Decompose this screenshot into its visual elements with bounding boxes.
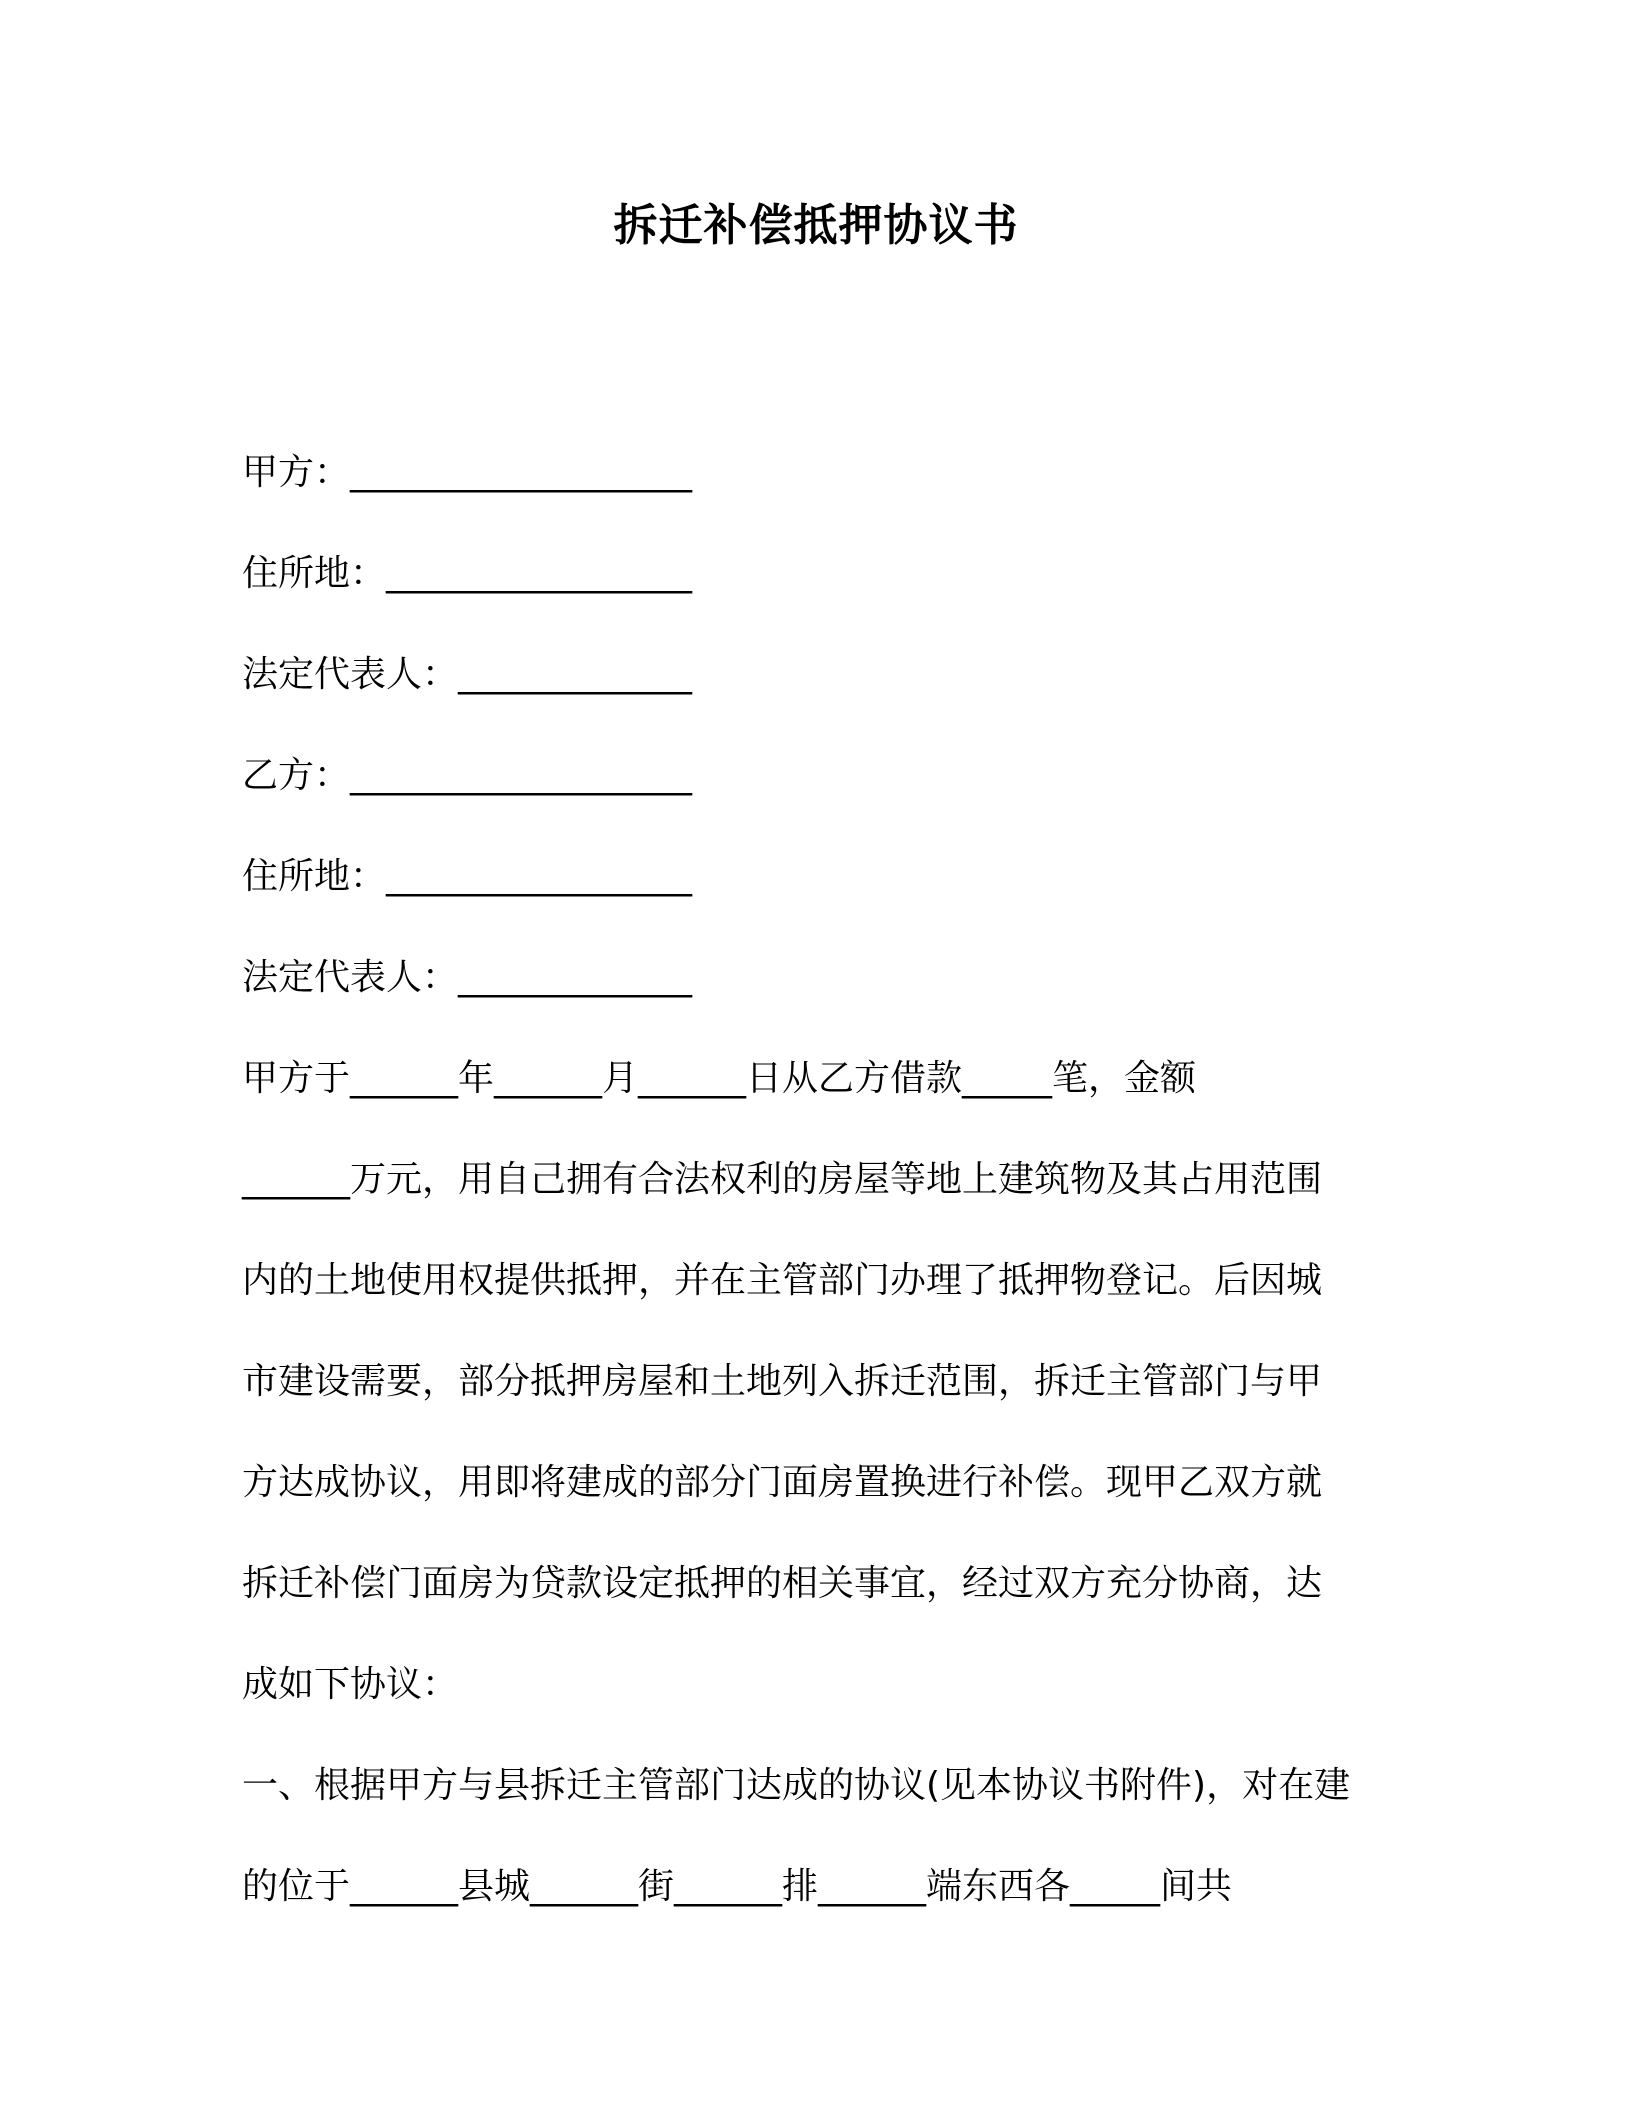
clause-one-line: 一、根据甲方与县拆迁主管部门达成的协议(见本协议书附件)，对在建: [242, 1765, 1351, 1806]
party-b-address-line: 住所地：_________________: [242, 856, 693, 897]
body-line: 内的土地使用权提供抵押，并在主管部门办理了抵押物登记。后因城: [242, 1260, 1323, 1301]
body-line: 甲方于______年______月______日从乙方借款_____笔，金额: [242, 1058, 1197, 1099]
body-line: 方达成协议，用即将建成的部分门面房置换进行补偿。现甲乙双方就: [242, 1462, 1323, 1503]
body-line: 成如下协议：: [242, 1664, 459, 1705]
body-line: 市建设需要，部分抵押房屋和土地列入拆迁范围，拆迁主管部门与甲: [242, 1361, 1323, 1402]
party-a-line: 甲方：___________________: [242, 452, 693, 493]
document-body: [242, 422, 1392, 1937]
party-b-representative-line: 法定代表人：_____________: [242, 957, 693, 998]
party-b-line: 乙方：___________________: [242, 755, 693, 796]
clause-one-line: 的位于______县城______街______排______端东西各_____间共: [242, 1866, 1233, 1907]
party-a-address-line: 住所地：_________________: [242, 553, 693, 594]
body-line: 拆迁补偿门面房为贷款设定抵押的相关事宜，经过双方充分协商，达: [242, 1563, 1323, 1604]
body-line: ______万元，用自己拥有合法权利的房屋等地上建筑物及其占用范围: [242, 1159, 1323, 1200]
party-a-representative-line: 法定代表人：_____________: [242, 654, 693, 695]
document-title: 拆迁补偿抵押协议书: [613, 200, 1019, 251]
